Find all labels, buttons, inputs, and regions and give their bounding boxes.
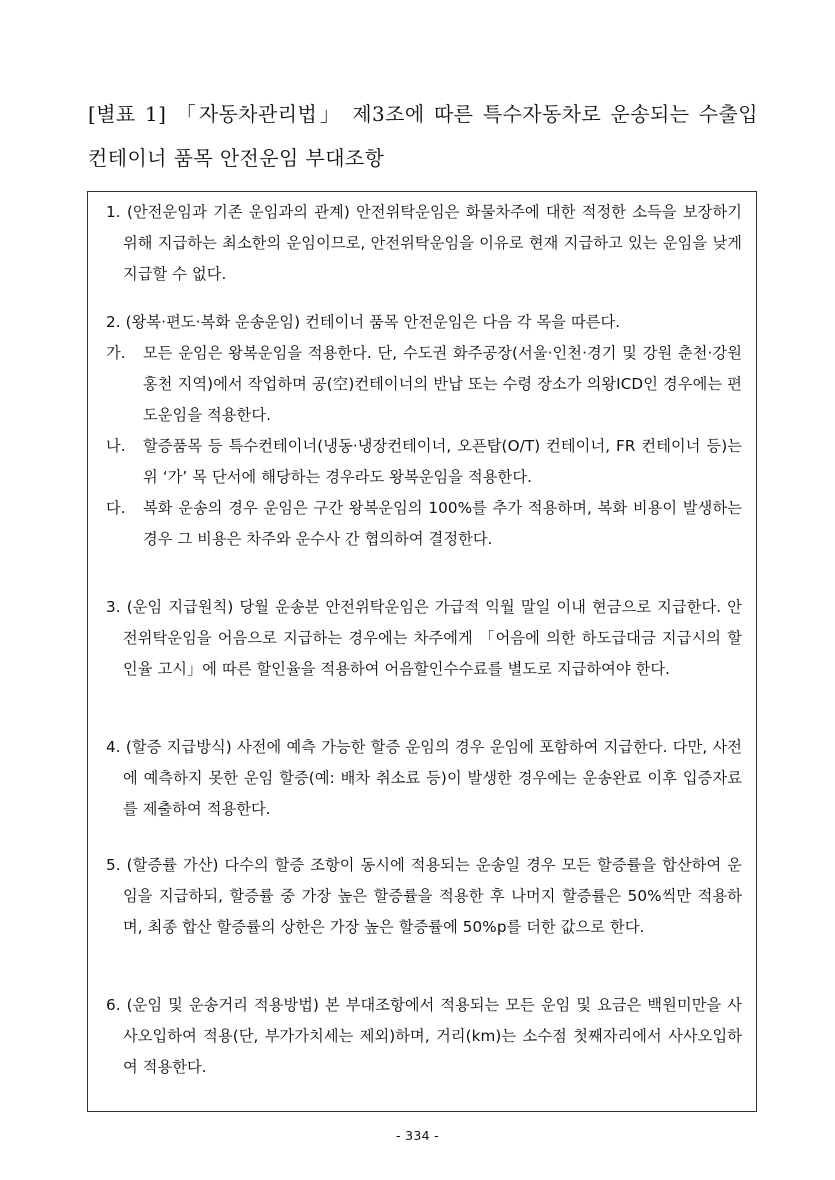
title-line-1: [별표 1] 「자동차관리법」 제3조에 따른 특수자동차로 운송되는 수출입 [88, 102, 758, 126]
item-marker: 나. [106, 437, 126, 455]
clause-2-item-da [106, 493, 742, 555]
provisions-box [87, 191, 757, 1112]
clause-4 [106, 732, 742, 825]
clause-2-item-ga [106, 338, 742, 431]
clause-5-text: 5. (할증률 가산) 다수의 할증 조항이 동시에 적용되는 운송일 경우 모든 할증률을 합산하여 운임을 지급하되, 할증률 중 가장 높은 할증률을 적용한 후 나머지 할증률은 50%씩만 적용하며, 최종 합산 할증률의 상한은 가장 높은 할증률에 50%p를 더한 값으로 한다. [106, 856, 742, 936]
clause-4-text: 4. (할증 지급방식) 사전에 예측 가능한 할증 운임의 경우 운임에 포함하여 지급한다. 다만, 사전에 예측하지 못한 운임 할증(예: 배차 취소료 등)이 발생한 경우에는 운송완료 이후 입증자료를 제출하여 적용한다. [106, 738, 742, 818]
item-marker: 가. [106, 344, 126, 362]
item-marker: 다. [106, 499, 126, 517]
item-text: 모든 운임은 왕복운임을 적용한다. 단, 수도권 화주공장(서울·인천·경기 및 강원 춘천·강원 홍천 지역)에서 작업하며 공(空)컨테이너의 반납 또는 수령 장소가 의왕ICD인 경우에는 편도운임을 적용한다. [143, 344, 742, 424]
clause-1 [106, 197, 742, 290]
clause-2 [106, 307, 742, 555]
clause-2-item-na [106, 431, 742, 493]
clause-6-text: 6. (운임 및 운송거리 적용방법) 본 부대조항에서 적용되는 모든 운임 및 요금은 백원미만을 사사오입하여 적용(단, 부가가치세는 제외)하며, 거리(km)는 소수점 첫째자리에서 사사오입하여 적용한다. [106, 996, 742, 1076]
clause-6 [106, 990, 742, 1083]
item-text: 복화 운송의 경우 운임은 구간 왕복운임의 100%를 추가 적용하며, 복화 비용이 발생하는 경우 그 비용은 차주와 운수사 간 협의하여 결정한다. [143, 499, 742, 548]
clause-2-text: 2. (왕복·편도·복화 운송운임) 컨테이너 품목 안전운임은 다음 각 목을 따른다. [106, 313, 621, 331]
clause-5 [106, 850, 742, 943]
clause-3 [106, 592, 742, 685]
document-title [88, 92, 758, 180]
clause-1-text: 1. (안전운임과 기존 운임과의 관계) 안전위탁운임은 화물차주에 대한 적정한 소득을 보장하기 위해 지급하는 최소한의 운임이므로, 안전위탁운임을 이유로 현재 지급하고 있는 운임을 낮게 지급할 수 없다. [106, 203, 742, 283]
clause-3-text: 3. (운임 지급원칙) 당월 운송분 안전위탁운임은 가급적 익월 말일 이내 현금으로 지급한다. 안전위탁운임을 어음으로 지급하는 경우에는 차주에게 「어음에 의한 하도급대금 지급시의 할인율 고시」에 따른 할인율을 적용하여 어음할인수수료를 별도로 지급하여야 한다. [106, 598, 742, 678]
page-number: - 334 - [396, 1128, 439, 1143]
item-text: 할증품목 등 특수컨테이너(냉동·냉장컨테이너, 오픈탑(O/T) 컨테이너, FR 컨테이너 등)는 위 ‘가’ 목 단서에 해당하는 경우라도 왕복운임을 적용한다. [143, 437, 742, 486]
title-line-2: 컨테이너 품목 안전운임 부대조항 [88, 146, 385, 170]
